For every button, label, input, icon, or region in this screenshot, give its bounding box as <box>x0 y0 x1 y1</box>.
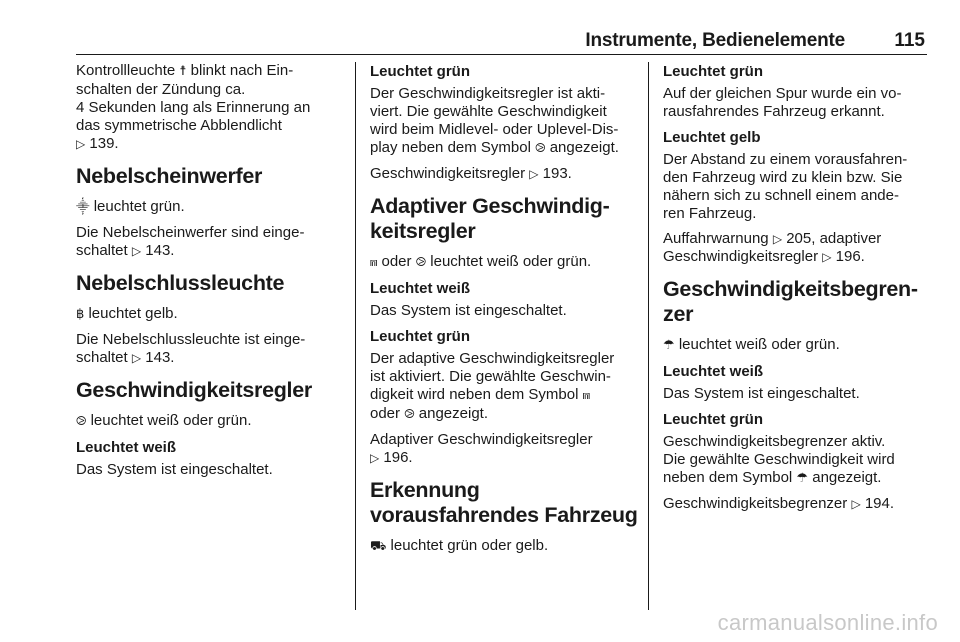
car-icon: ⛟ <box>370 539 387 554</box>
cruise-reference: Geschwindigkeitsregler ▷ 193. <box>370 165 572 182</box>
rear-fog-light-icon: ฿ <box>76 307 85 322</box>
subheading-green: Leuchtet grün <box>370 328 470 345</box>
limiter-status: ☂ leuchtet weiß oder grün. <box>663 336 840 353</box>
fog-status: ⸎ leuchtet grün. <box>76 198 185 215</box>
fog-body: Die Nebelscheinwerfer sind einge- schaltet ▷ 143. <box>76 224 305 259</box>
watermark: carmanualsonline.info <box>717 610 938 635</box>
page-reference[interactable]: 196. <box>383 449 413 466</box>
cruise-white-body: Das System ist eingeschaltet. <box>76 461 273 478</box>
cruise-green-body: Der Geschwindigkeitsregler ist akti- viert. Die gewählte Geschwindigkeit wird beim Midlevel- oder Uplevel-Dis- play neben dem Symbol ⧁ angezeigt. <box>370 85 619 156</box>
rear-fog-body: Die Nebelschlussleuchte ist einge- schaltet ▷ 143. <box>76 331 306 366</box>
adaptive-reference: Adaptiver Geschwindigkeitsregler ▷ 196. <box>370 431 593 466</box>
page-reference[interactable]: 193. <box>542 165 572 182</box>
cruise-control-icon: ⧁ <box>535 141 546 156</box>
section-heading-rear-fog: Nebelschlussleuchte <box>76 271 285 295</box>
adaptive-white-body: Das System ist eingeschaltet. <box>370 302 567 319</box>
page-reference[interactable]: 205, adaptiver <box>786 230 882 247</box>
column-divider <box>648 62 649 610</box>
speed-limiter-icon: ☂ <box>663 338 675 353</box>
page-reference[interactable]: 194. <box>864 495 895 512</box>
page-reference-arrow-icon: ▷ <box>131 351 142 365</box>
rear-fog-status: ฿ leuchtet gelb. <box>76 305 178 322</box>
page-reference[interactable]: 196. <box>835 248 865 265</box>
column-3 <box>663 62 931 520</box>
headlight-indicator-icon: ☨ <box>179 64 187 79</box>
adaptive-cruise-icon: ⩎ <box>370 255 378 270</box>
cruise-control-icon: ⧁ <box>415 255 427 270</box>
column-1 <box>76 62 344 486</box>
detection-yellow-body: Der Abstand zu einem vorausfahren- den Fahrzeug wird zu klein bzw. Sie nähern sich zu schnell einem ande- ren Fahrzeug. <box>663 151 908 222</box>
page-reference[interactable]: 139. <box>89 135 119 152</box>
section-heading-cruise: Geschwindigkeitsregler <box>76 378 312 402</box>
vehicle-detection-status: ⛟ leuchtet grün oder gelb. <box>370 537 549 554</box>
subheading-white: Leuchtet weiß <box>663 363 764 380</box>
section-heading-speed-limiter: Geschwindigkeitsbegren- zer <box>663 277 918 326</box>
page-reference-arrow-icon: ▷ <box>131 244 142 258</box>
page-number: 115 <box>894 30 925 51</box>
adaptive-cruise-icon: ⩎ <box>582 388 590 403</box>
section-heading-fog: Nebelscheinwerfer <box>76 164 263 188</box>
page-reference-arrow-icon: ▷ <box>851 497 861 511</box>
subheading-yellow: Leuchtet gelb <box>663 129 761 146</box>
page-reference[interactable]: 143. <box>145 349 175 366</box>
limiter-white-body: Das System ist eingeschaltet. <box>663 385 860 402</box>
page-reference-arrow-icon: ▷ <box>822 250 832 264</box>
page-reference-arrow-icon: ▷ <box>772 232 783 246</box>
limiter-green-body: Geschwindigkeitsbegrenzer aktiv. Die gewählte Geschwindigkeit wird neben dem Symbol ☂ angezeigt. <box>663 433 895 486</box>
subheading-green: Leuchtet grün <box>663 63 763 80</box>
adaptive-cruise-status: ⩎ oder ⧁ leuchtet weiß oder grün. <box>370 253 592 270</box>
page-reference-arrow-icon: ▷ <box>529 167 539 181</box>
subheading-green: Leuchtet grün <box>370 63 470 80</box>
detection-reference: Auffahrwarnung ▷ 205, adaptiver Geschwindigkeitsregler ▷ 196. <box>663 230 882 265</box>
detection-green-body: Auf der gleichen Spur wurde ein vo- rausfahrendes Fahrzeug erkannt. <box>663 85 902 120</box>
adaptive-green-body: Der adaptive Geschwindigkeitsregler ist aktiviert. Die gewählte Geschwin- digkeit wird neben dem Symbol ⩎ oder ⧁ angezeigt. <box>370 350 615 422</box>
intro-paragraph: Kontrollleuchte ☨ blinkt nach Ein- schalten der Zündung ca. 4 Sekunden lang als Erinnerung an das symmetrische Abblendlicht ▷ 139. <box>76 62 311 152</box>
cruise-control-icon: ⧁ <box>404 407 415 422</box>
page-title: Instrumente, Bedienelemente <box>585 30 845 51</box>
cruise-control-icon: ⧁ <box>76 414 87 429</box>
column-2 <box>370 62 638 563</box>
subheading-white: Leuchtet weiß <box>370 280 471 297</box>
cruise-status: ⧁ leuchtet weiß oder grün. <box>76 412 252 429</box>
section-heading-adaptive-cruise: Adaptiver Geschwindig- keitsregler <box>370 194 610 243</box>
subheading-green: Leuchtet grün <box>663 411 763 428</box>
speed-limiter-icon: ☂ <box>796 471 809 486</box>
page-header <box>76 0 927 55</box>
fog-light-icon: ⸎ <box>76 200 90 215</box>
column-divider <box>355 62 356 610</box>
page-reference-arrow-icon: ▷ <box>370 451 380 465</box>
section-heading-vehicle-detection: Erkennung vorausfahrendes Fahrzeug <box>370 478 638 527</box>
page-reference[interactable]: 143. <box>145 242 175 259</box>
page-reference-arrow-icon: ▷ <box>76 137 86 151</box>
subheading-white: Leuchtet weiß <box>76 439 177 456</box>
limiter-reference: Geschwindigkeitsbegrenzer ▷ 194. <box>663 495 895 512</box>
